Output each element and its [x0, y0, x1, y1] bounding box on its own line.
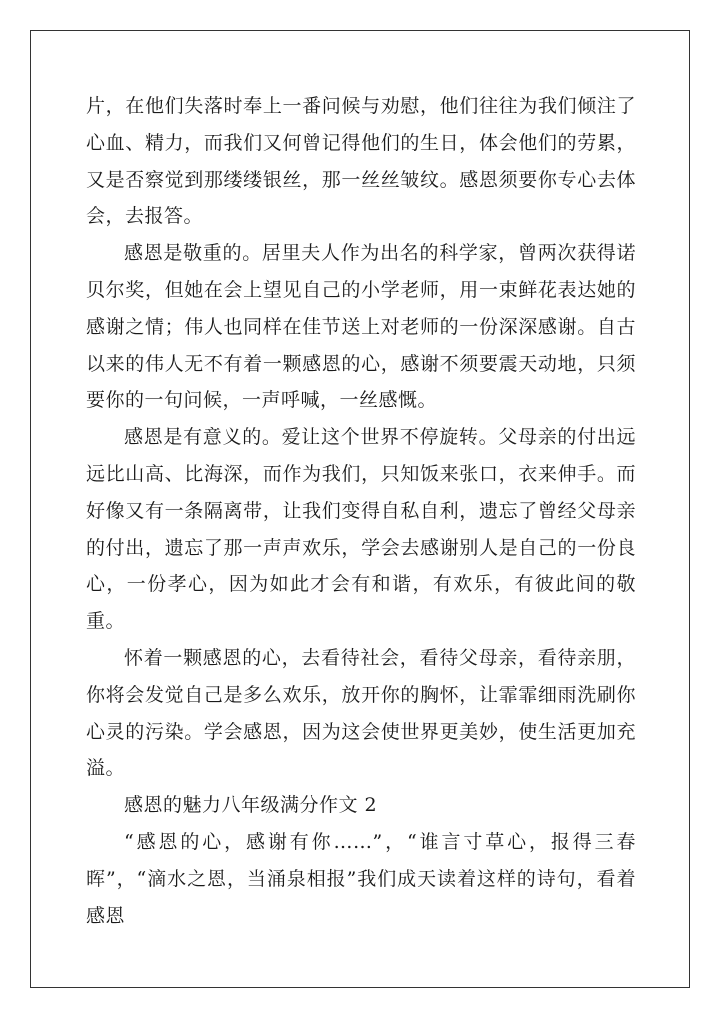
paragraph-4: 怀着一颗感恩的心，去看待社会，看待父母亲，看待亲朋，你将会发觉自己是多么欢乐，放开你的胸怀，让霏霏细雨洗刷你心灵的污染。学会感恩，因为这会使世界更美妙，使生活更加充溢。: [86, 646, 636, 780]
paragraph-3: 感恩是有意义的。爱让这个世界不停旋转。父母亲的付出远远比山高、比海深，而作为我们，只知饭来张口，衣来伸手。而好像又有一条隔离带，让我们变得自私自利，遗忘了曾经父母亲的付出，遗忘了那一声声欢乐，学会去感谢别人是自己的一份良心，一份孝心，因为如此才会有和谐，有欢乐，有彼此间的敬重。: [86, 426, 636, 633]
paragraph-1: 片，在他们失落时奉上一番问候与劝慰，他们往往为我们倾注了心血、精力，而我们又何曾记得他们的生日，体会他们的劳累，又是否察觉到那缕缕银丝，那一丝丝皱纹。感恩须要你专心去体会，去报答。: [86, 95, 636, 228]
paragraph-5: “感恩的心，感谢有你……”，“谁言寸草心，报得三春晖”，“滴水之恩，当涌泉相报”我们成天读着这样的诗句，看着感恩: [86, 830, 636, 927]
paragraph-2: 感恩是敬重的。居里夫人作为出名的科学家，曾两次获得诺贝尔奖，但她在会上望见自己的小学老师，用一束鲜花表达她的感谢之情；伟人也同样在佳节送上对老师的一份深深感谢。自古以来的伟人无不有着一颗感恩的心，感谢不须要震天动地，只须要你的一句问候，一声呼喊，一丝感慨。: [86, 242, 636, 412]
document-body: [86, 88, 636, 934]
section-heading: 感恩的魅力八年级满分作文 2: [124, 794, 378, 817]
